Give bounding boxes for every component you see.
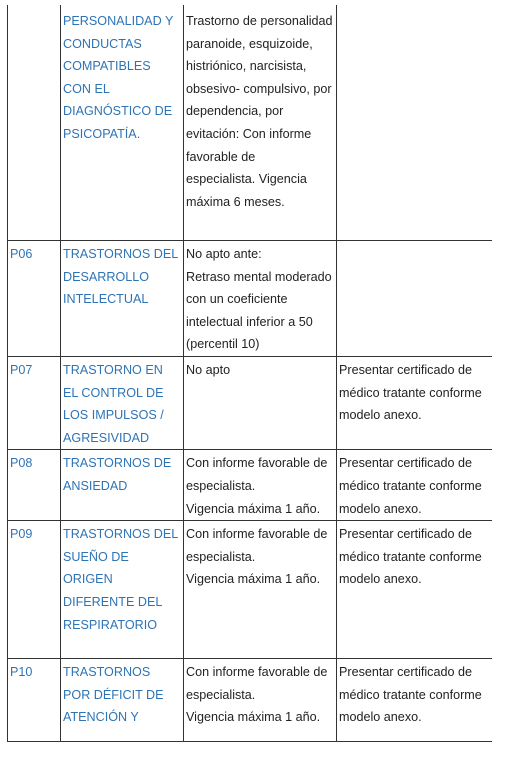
row-requirement-cell [337,521,493,659]
row-condition-line: TRASTORNOS DE [63,456,172,471]
row-criteria-line: No apto [186,362,231,377]
row-code-cell [8,521,61,659]
table-row [8,241,493,357]
row-criteria-line: favorable de [186,149,256,164]
row-code-cell [8,659,61,742]
row-criteria-line: Con informe favorable de [186,527,328,542]
row-requirement-cell [337,450,493,521]
row-criteria-line: Con informe favorable de [186,665,328,680]
row-condition-line: COMPATIBLES [63,59,151,74]
table-row [8,5,493,241]
table-row [8,659,493,742]
row-code-cell [8,5,61,241]
row-condition-line: TRASTORNOS DEL [63,247,179,261]
row-code-text: P06 [10,247,33,261]
row-criteria-line: especialista. [186,687,256,702]
row-requirement-line: modelo anexo. [339,408,422,423]
row-requirement-line: médico tratante conforme [339,687,482,702]
row-criteria-line: Trastorno de personalidad [186,14,333,28]
row-requirement-line: modelo anexo. [339,710,422,725]
row-requirement-line: Presentar certificado de [339,527,473,542]
row-condition-cell [61,241,184,357]
row-condition-line: ANSIEDAD [63,478,128,493]
table-row [8,521,493,659]
row-condition-line: TRASTORNO EN [63,362,163,377]
row-condition-cell [61,450,184,521]
row-requirement-line: Presentar certificado de [339,456,473,471]
row-code-cell [8,356,61,449]
row-requirement-line: modelo anexo. [339,572,422,587]
row-criteria-line: evitación: Con informe [186,126,312,141]
row-criteria-cell [184,659,337,742]
row-criteria-line: especialista. Vigencia [186,172,307,187]
row-condition-line: LOS IMPULSOS / [63,408,164,423]
row-criteria-cell [184,356,337,449]
row-condition-line: TRASTORNOS DEL [63,527,179,542]
row-condition-cell [61,659,184,742]
row-requirement-line: modelo anexo. [339,501,422,516]
row-criteria-line: especialista. [186,549,256,564]
row-criteria-line: Vigencia máxima 1 año. [186,572,321,587]
row-requirement-line: Presentar certificado de [339,362,473,377]
row-criteria-line: (percentil 10) [186,337,260,352]
row-criteria-line: intelectual inferior a 50 [186,314,313,329]
row-condition-line: RESPIRATORIO [63,617,158,632]
row-requirement-cell [337,241,493,357]
row-requirement-line: Presentar certificado de [339,665,473,680]
row-criteria-line: máxima 6 meses. [186,194,285,209]
table-row [8,356,493,449]
row-criteria-line: histriónico, narcisista, [186,59,307,74]
row-condition-line: EL CONTROL DE [63,385,164,400]
row-criteria-cell [184,5,337,241]
row-requirement-line: médico tratante conforme [339,549,482,564]
row-condition-line: CONDUCTAS [63,36,142,51]
row-code-text: P08 [10,456,33,471]
row-code-text: P10 [10,665,33,680]
row-condition-line: POR DÉFICIT DE [63,687,164,702]
row-criteria-line: obsesivo- compulsivo, por [186,81,332,96]
row-requirement-cell [337,5,493,241]
row-requirement-line: médico tratante conforme [339,385,482,400]
row-criteria-line: Vigencia máxima 1 año. [186,710,321,725]
row-criteria-line: especialista. [186,478,256,493]
row-condition-line: TRASTORNOS [63,665,151,680]
row-criteria-line: dependencia, por [186,104,284,119]
row-code-text: P07 [10,362,33,377]
row-code-cell [8,241,61,357]
document-page [7,5,492,765]
row-criteria-line: No apto ante: [186,247,262,261]
row-condition-line: DIAGNÓSTICO DE [63,104,173,119]
row-condition-cell [61,521,184,659]
row-condition-line: SUEÑO DE [63,549,129,564]
row-criteria-line: con un coeficiente [186,292,288,307]
row-condition-line: DIFERENTE DEL [63,594,163,609]
row-requirement-line: médico tratante conforme [339,478,482,493]
row-criteria-cell [184,450,337,521]
row-condition-line: ORIGEN [63,572,113,587]
row-criteria-cell [184,521,337,659]
row-condition-cell [61,356,184,449]
medical-criteria-table [7,5,492,742]
row-code-cell [8,450,61,521]
row-criteria-line: Con informe favorable de [186,456,328,471]
row-condition-line: INTELECTUAL [63,292,149,307]
row-condition-line: DESARROLLO [63,269,150,284]
row-condition-line: AGRESIVIDAD [63,430,150,445]
row-condition-line: ATENCIÓN Y [63,710,139,725]
row-criteria-line: Vigencia máxima 1 año. [186,501,321,516]
row-condition-line: PERSONALIDAD Y [63,14,174,28]
row-code-text: P09 [10,527,33,542]
row-criteria-line: paranoide, esquizoide, [186,36,313,51]
row-criteria-cell [184,241,337,357]
table-row [8,450,493,521]
row-criteria-line: Retraso mental moderado [186,269,332,284]
row-condition-line: CON EL [63,81,110,96]
row-condition-line: PSICOPATÍA. [63,126,141,141]
row-condition-cell [61,5,184,241]
row-requirement-cell [337,659,493,742]
row-requirement-cell [337,356,493,449]
